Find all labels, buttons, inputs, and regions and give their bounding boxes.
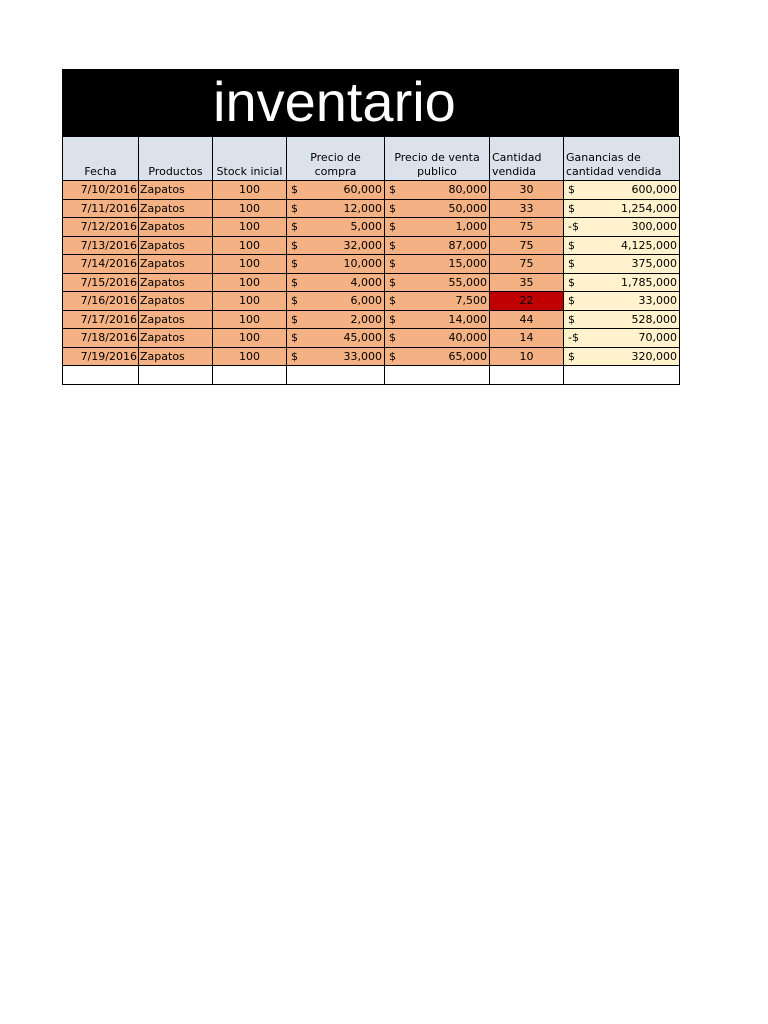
currency-symbol: $	[568, 257, 575, 271]
currency-symbol: $	[568, 294, 575, 308]
empty-cell[interactable]	[490, 366, 564, 385]
money-value	[566, 257, 677, 270]
money-value	[289, 276, 382, 289]
table-row	[63, 292, 680, 311]
money-value	[387, 220, 487, 233]
table-row	[63, 310, 680, 329]
currency-symbol: $	[568, 349, 575, 363]
cell-ganancia[interactable]	[564, 310, 680, 329]
currency-symbol: $	[568, 275, 575, 289]
cell-precio-venta[interactable]	[385, 181, 490, 200]
cell-precio-compra[interactable]	[287, 218, 385, 237]
empty-row	[63, 366, 680, 385]
money-value	[387, 239, 487, 252]
amount: 45,000	[343, 331, 382, 345]
cell-cantidad[interactable]: 75	[490, 218, 564, 237]
money-value	[387, 313, 487, 326]
cell-fecha[interactable]: 7/19/2016	[63, 347, 139, 366]
amount: 4,000	[350, 275, 382, 289]
cell-precio-compra[interactable]	[287, 273, 385, 292]
table-row	[63, 181, 680, 200]
currency-symbol: $	[568, 238, 575, 252]
amount: 1,254,000	[621, 201, 677, 215]
cell-stock[interactable]: 100	[213, 329, 287, 348]
amount: 10,000	[343, 257, 382, 271]
currency-symbol: $	[291, 220, 298, 234]
empty-cell[interactable]	[287, 366, 385, 385]
amount: 375,000	[631, 257, 677, 271]
amount: 528,000	[631, 312, 677, 326]
cell-ganancia[interactable]	[564, 181, 680, 200]
cell-precio-venta[interactable]	[385, 199, 490, 218]
cell-fecha[interactable]: 7/12/2016	[63, 218, 139, 237]
currency-symbol: $	[291, 294, 298, 308]
money-value	[566, 294, 677, 307]
cell-fecha[interactable]: 7/15/2016	[63, 273, 139, 292]
amount: 5,000	[350, 220, 382, 234]
cell-fecha[interactable]: 7/18/2016	[63, 329, 139, 348]
cell-precio-compra[interactable]	[287, 181, 385, 200]
money-value	[566, 183, 677, 196]
amount: 12,000	[343, 201, 382, 215]
cell-precio-venta[interactable]	[385, 236, 490, 255]
currency-symbol: $	[389, 349, 396, 363]
currency-symbol: $	[291, 331, 298, 345]
sheet-title: inventario	[213, 70, 456, 133]
money-value	[289, 294, 382, 307]
cell-precio-venta[interactable]	[385, 255, 490, 274]
amount: 33,000	[638, 294, 677, 308]
table-row	[63, 255, 680, 274]
cell-stock[interactable]: 100	[213, 218, 287, 237]
amount: 2,000	[350, 312, 382, 326]
cell-precio-compra[interactable]	[287, 329, 385, 348]
amount: 14,000	[448, 312, 487, 326]
amount: 65,000	[448, 349, 487, 363]
money-value	[387, 183, 487, 196]
currency-symbol: $	[389, 275, 396, 289]
cell-ganancia[interactable]	[564, 292, 680, 311]
header-ganancias[interactable]: Ganancias de cantidad vendida	[564, 137, 680, 181]
cell-producto[interactable]: Zapatos	[139, 199, 213, 218]
cell-precio-compra[interactable]	[287, 236, 385, 255]
currency-symbol: $	[389, 257, 396, 271]
amount: 600,000	[631, 183, 677, 197]
cell-fecha[interactable]: 7/13/2016	[63, 236, 139, 255]
header-row	[63, 137, 680, 181]
money-value	[566, 202, 677, 215]
money-value	[566, 220, 677, 233]
cell-precio-compra[interactable]	[287, 255, 385, 274]
money-value	[289, 257, 382, 270]
amount: 40,000	[448, 331, 487, 345]
cell-producto[interactable]: Zapatos	[139, 236, 213, 255]
table-row	[63, 347, 680, 366]
cell-producto[interactable]: Zapatos	[139, 255, 213, 274]
currency-symbol: -$	[568, 220, 579, 234]
currency-symbol: $	[389, 312, 396, 326]
cell-ganancia[interactable]	[564, 329, 680, 348]
amount: 60,000	[343, 183, 382, 197]
currency-symbol: $	[291, 201, 298, 215]
cell-precio-compra[interactable]	[287, 199, 385, 218]
money-value	[289, 183, 382, 196]
header-fecha[interactable]: Fecha	[63, 137, 139, 181]
currency-symbol: $	[568, 183, 575, 197]
table-row	[63, 329, 680, 348]
empty-cell[interactable]	[564, 366, 680, 385]
money-value	[566, 350, 677, 363]
currency-symbol: $	[389, 331, 396, 345]
header-stock-inicial[interactable]: Stock inicial	[213, 137, 287, 181]
inventory-table	[62, 136, 680, 385]
cell-stock[interactable]: 100	[213, 181, 287, 200]
table-row	[63, 218, 680, 237]
money-value	[566, 313, 677, 326]
cell-stock[interactable]: 100	[213, 310, 287, 329]
amount: 1,785,000	[621, 275, 677, 289]
table-row	[63, 199, 680, 218]
cell-stock[interactable]: 100	[213, 292, 287, 311]
cell-stock[interactable]: 100	[213, 199, 287, 218]
money-value	[566, 239, 677, 252]
cell-precio-compra[interactable]	[287, 347, 385, 366]
amount: 70,000	[638, 331, 677, 345]
cell-ganancia[interactable]	[564, 236, 680, 255]
cell-precio-venta[interactable]	[385, 310, 490, 329]
amount: 1,000	[455, 220, 487, 234]
cell-precio-venta[interactable]	[385, 218, 490, 237]
cell-stock[interactable]: 100	[213, 236, 287, 255]
cell-precio-venta[interactable]	[385, 292, 490, 311]
cell-precio-venta[interactable]	[385, 347, 490, 366]
empty-cell[interactable]	[213, 366, 287, 385]
amount: 320,000	[631, 349, 677, 363]
money-value	[387, 257, 487, 270]
table-body	[63, 181, 680, 385]
cell-fecha[interactable]: 7/17/2016	[63, 310, 139, 329]
currency-symbol: $	[389, 220, 396, 234]
amount: 300,000	[631, 220, 677, 234]
cell-ganancia[interactable]	[564, 199, 680, 218]
cell-cantidad[interactable]: 33	[490, 199, 564, 218]
cell-cantidad[interactable]: 30	[490, 181, 564, 200]
amount: 50,000	[448, 201, 487, 215]
amount: 4,125,000	[621, 238, 677, 252]
cell-fecha[interactable]: 7/14/2016	[63, 255, 139, 274]
money-value	[289, 202, 382, 215]
currency-symbol: $	[389, 183, 396, 197]
money-value	[387, 350, 487, 363]
cell-producto[interactable]: Zapatos	[139, 273, 213, 292]
cell-precio-compra[interactable]	[287, 292, 385, 311]
money-value	[289, 239, 382, 252]
cell-stock[interactable]: 100	[213, 255, 287, 274]
cell-cantidad[interactable]: 14	[490, 329, 564, 348]
currency-symbol: $	[568, 312, 575, 326]
cell-producto[interactable]: Zapatos	[139, 329, 213, 348]
cell-stock[interactable]: 100	[213, 273, 287, 292]
cell-cantidad[interactable]: 75	[490, 255, 564, 274]
inventory-sheet	[62, 69, 679, 385]
cell-producto[interactable]: Zapatos	[139, 218, 213, 237]
money-value	[387, 202, 487, 215]
cell-producto[interactable]: Zapatos	[139, 292, 213, 311]
header-precio-compra[interactable]: Precio de compra	[287, 137, 385, 181]
currency-symbol: -$	[568, 331, 579, 345]
empty-cell[interactable]	[385, 366, 490, 385]
cell-fecha[interactable]: 7/11/2016	[63, 199, 139, 218]
currency-symbol: $	[291, 312, 298, 326]
cell-cantidad[interactable]: 44	[490, 310, 564, 329]
cell-precio-venta[interactable]	[385, 273, 490, 292]
amount: 32,000	[343, 238, 382, 252]
table-row	[63, 236, 680, 255]
cell-ganancia[interactable]	[564, 218, 680, 237]
cell-fecha[interactable]: 7/10/2016	[63, 181, 139, 200]
money-value	[289, 313, 382, 326]
currency-symbol: $	[568, 201, 575, 215]
cell-producto[interactable]: Zapatos	[139, 310, 213, 329]
empty-cell[interactable]	[63, 366, 139, 385]
cell-ganancia[interactable]	[564, 347, 680, 366]
money-value	[387, 331, 487, 344]
currency-symbol: $	[389, 294, 396, 308]
currency-symbol: $	[389, 201, 396, 215]
header-precio-venta[interactable]: Precio de venta publico	[385, 137, 490, 181]
title-cell[interactable]	[62, 69, 679, 136]
money-value	[289, 220, 382, 233]
cell-cantidad[interactable]: 35	[490, 273, 564, 292]
cell-ganancia[interactable]	[564, 255, 680, 274]
amount: 55,000	[448, 275, 487, 289]
amount: 33,000	[343, 349, 382, 363]
money-value	[566, 276, 677, 289]
cell-fecha[interactable]: 7/16/2016	[63, 292, 139, 311]
money-value	[289, 331, 382, 344]
cell-cantidad[interactable]: 75	[490, 236, 564, 255]
cell-stock[interactable]: 100	[213, 347, 287, 366]
money-value	[289, 350, 382, 363]
currency-symbol: $	[291, 275, 298, 289]
amount: 80,000	[448, 183, 487, 197]
amount: 6,000	[350, 294, 382, 308]
currency-symbol: $	[291, 257, 298, 271]
currency-symbol: $	[291, 183, 298, 197]
header-cantidad-vendida[interactable]: Cantidad vendida	[490, 137, 564, 181]
currency-symbol: $	[291, 349, 298, 363]
currency-symbol: $	[389, 238, 396, 252]
header-productos[interactable]: Productos	[139, 137, 213, 181]
amount: 7,500	[455, 294, 487, 308]
cell-precio-compra[interactable]	[287, 310, 385, 329]
money-value	[387, 276, 487, 289]
amount: 15,000	[448, 257, 487, 271]
empty-cell[interactable]	[139, 366, 213, 385]
cell-producto[interactable]: Zapatos	[139, 347, 213, 366]
cell-cantidad[interactable]: 22	[490, 292, 564, 311]
money-value	[566, 331, 677, 344]
cell-cantidad[interactable]: 10	[490, 347, 564, 366]
cell-ganancia[interactable]	[564, 273, 680, 292]
money-value	[387, 294, 487, 307]
table-row	[63, 273, 680, 292]
currency-symbol: $	[291, 238, 298, 252]
cell-producto[interactable]: Zapatos	[139, 181, 213, 200]
cell-precio-venta[interactable]	[385, 329, 490, 348]
amount: 87,000	[448, 238, 487, 252]
